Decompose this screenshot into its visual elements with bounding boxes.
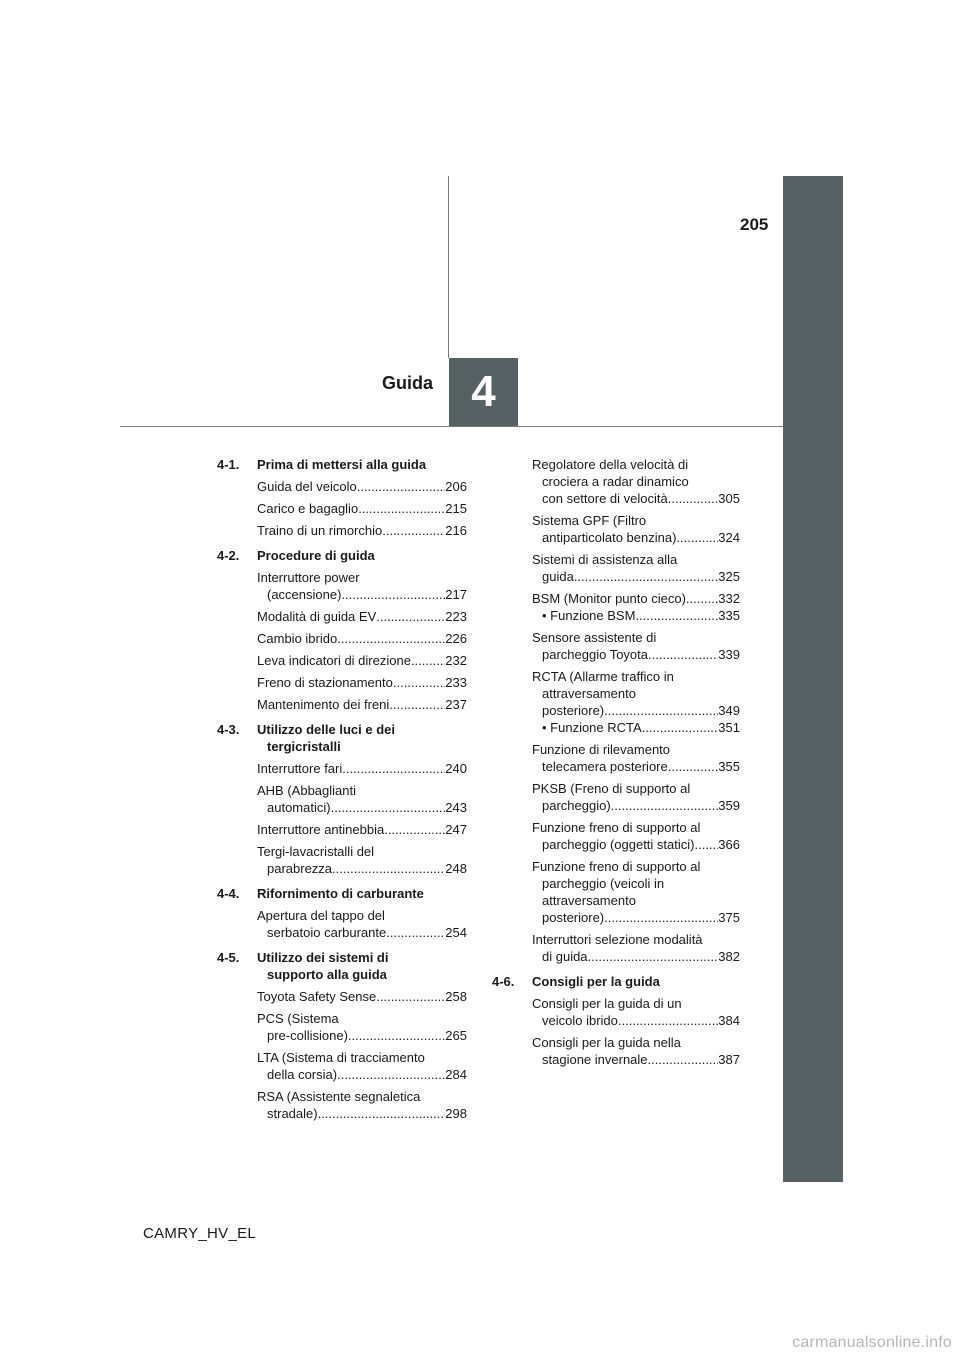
toc-page-ref[interactable]: 387 — [718, 1052, 740, 1067]
toc-entry-text: Leva indicatori di direzione — [257, 653, 411, 668]
toc-dot-leader — [357, 478, 446, 495]
toc-entry-text: serbatoio carburante — [267, 925, 387, 940]
toc-page-ref[interactable]: 298 — [445, 1106, 467, 1121]
toc-page-ref[interactable]: 324 — [718, 530, 740, 545]
toc-entry[interactable] — [217, 674, 467, 691]
toc-entry-line — [257, 478, 467, 495]
toc-entry-line — [257, 1049, 467, 1066]
toc-page-ref[interactable]: 305 — [718, 491, 740, 506]
toc-dot-leader — [384, 821, 445, 838]
toc-entry-line — [532, 1034, 740, 1051]
toc-entry-text: posteriore) — [542, 703, 605, 718]
toc-entry-text: Interruttore antinebbia — [257, 822, 385, 837]
toc-section-number: 4-1. — [217, 457, 240, 472]
toc-section-heading[interactable] — [217, 456, 467, 473]
toc-entry-text: Toyota Safety Sense — [257, 989, 377, 1004]
toc-dot-leader — [382, 522, 445, 539]
toc-entry-line — [532, 892, 740, 909]
toc-entry-line — [257, 630, 467, 647]
toc-entry-text: guida — [542, 569, 574, 584]
toc-entry-text: Traino di un rimorchio — [257, 523, 383, 538]
toc-entry-text: parcheggio Toyota — [542, 647, 649, 662]
toc-entry-line — [532, 948, 740, 965]
toc-page-ref[interactable]: 325 — [718, 569, 740, 584]
toc-entry-text: crociera a radar dinamico — [542, 474, 689, 489]
toc-entry-text: della corsia) — [267, 1067, 338, 1082]
toc-dot-leader — [611, 797, 719, 814]
toc-entry-text: Funzione freno di supporto al — [532, 820, 701, 835]
toc-entry[interactable] — [217, 478, 467, 495]
toc-dot-leader — [642, 719, 719, 736]
toc-entry-text: parcheggio (oggetti statici) — [542, 837, 695, 852]
toc-entry-text: RCTA (Allarme traffico in — [532, 669, 674, 684]
toc-entry[interactable] — [217, 782, 467, 816]
toc-entry-text: Guida del veicolo — [257, 479, 357, 494]
toc-page-ref[interactable]: 254 — [445, 925, 467, 940]
toc-entry[interactable] — [492, 1034, 740, 1068]
toc-dot-leader — [676, 529, 718, 546]
toc-page-ref[interactable]: 226 — [445, 631, 467, 646]
toc-dot-leader — [376, 988, 445, 1005]
toc-entry-text: posteriore) — [542, 910, 605, 925]
toc-entry-line — [257, 586, 467, 603]
toc-dot-leader — [318, 1105, 446, 1122]
toc-entry[interactable] — [217, 907, 467, 941]
toc-dot-leader — [386, 924, 445, 941]
toc-entry-text: stradale) — [267, 1106, 318, 1121]
toc-page-ref[interactable]: 247 — [445, 822, 467, 837]
toc-entry-text: antiparticolato benzina) — [542, 530, 677, 545]
toc-entry[interactable] — [217, 988, 467, 1005]
toc-entry-line — [257, 760, 467, 777]
toc-page-ref[interactable]: 332 — [718, 591, 740, 606]
document-code: CAMRY_HV_EL — [143, 1225, 257, 1242]
toc-entry-line — [532, 819, 740, 836]
toc-entry-line — [532, 685, 740, 702]
toc-entry-text: Funzione di rilevamento — [532, 742, 671, 757]
toc-page-ref[interactable]: 258 — [445, 989, 467, 1004]
toc-entry-line — [532, 590, 740, 607]
toc-entry-text: parabrezza — [267, 861, 333, 876]
toc-entry[interactable] — [217, 1010, 467, 1044]
toc-entry-line — [532, 797, 740, 814]
toc-entry-line — [532, 780, 740, 797]
toc-section-heading[interactable] — [217, 547, 467, 564]
toc-entry-line — [532, 629, 740, 646]
toc-entry-text: Funzione freno di supporto al — [532, 859, 701, 874]
chapter-title: Guida — [381, 373, 433, 393]
toc-entry-line — [257, 696, 467, 713]
toc-page-ref[interactable]: 359 — [718, 798, 740, 813]
toc-dot-leader — [648, 646, 718, 663]
toc-entry-text: AHB (Abbaglianti — [257, 783, 356, 798]
chapter-sidebar-tab — [783, 176, 843, 1182]
toc-section-title — [257, 456, 467, 473]
toc-entry[interactable] — [492, 819, 740, 853]
toc-column-right — [492, 456, 740, 1073]
toc-section-number: 4-2. — [217, 548, 240, 563]
toc-entry[interactable] — [492, 456, 740, 507]
toc-entry-line — [532, 995, 740, 1012]
toc-page-ref[interactable]: 233 — [445, 675, 467, 690]
toc-entry-line — [257, 860, 467, 877]
toc-entry[interactable] — [492, 995, 740, 1029]
toc-section-title — [257, 721, 467, 755]
toc-page-ref[interactable]: 349 — [718, 703, 740, 718]
toc-dot-leader — [604, 909, 718, 926]
toc-entry-line — [532, 1012, 740, 1029]
toc-entry-text: Sistema GPF (Filtro — [532, 513, 647, 528]
toc-entry-text: Interruttore fari — [257, 761, 343, 776]
toc-entry-text: Carico e bagaglio — [257, 501, 359, 516]
toc-entry-line — [257, 821, 467, 838]
toc-entry-line — [532, 456, 740, 473]
chapter-number-box: 4 — [449, 358, 518, 426]
toc-section-title-line: Utilizzo dei sistemi di — [257, 950, 389, 965]
toc-page-ref[interactable]: 206 — [445, 479, 467, 494]
page-number: 205 — [740, 215, 769, 234]
toc-entry-line — [532, 512, 740, 529]
toc-page-ref[interactable]: 335 — [718, 608, 740, 623]
toc-entry-line — [257, 924, 467, 941]
toc-entry-line — [257, 608, 467, 625]
toc-section-title-line: Prima di mettersi alla guida — [257, 457, 427, 472]
toc-entry-text: PKSB (Freno di supporto al — [532, 781, 691, 796]
toc-entry[interactable] — [217, 843, 467, 877]
toc-page-ref[interactable]: 382 — [718, 949, 740, 964]
toc-section-title-line: tergicristalli — [267, 739, 341, 754]
toc-page-ref[interactable]: 232 — [445, 653, 467, 668]
toc-entry-text: LTA (Sistema di tracciamento — [257, 1050, 425, 1065]
toc-entry-text: Freno di stazionamento — [257, 675, 393, 690]
toc-dot-leader — [411, 652, 445, 669]
toc-entry-line — [257, 1088, 467, 1105]
toc-entry-text: • Funzione BSM — [542, 608, 636, 623]
toc-dot-leader — [635, 607, 718, 624]
toc-entry-line — [257, 907, 467, 924]
toc-entry-line — [532, 909, 740, 926]
toc-page-ref[interactable]: 384 — [718, 1013, 740, 1028]
toc-entry[interactable] — [492, 858, 740, 926]
toc-entry-text: Interruttore power — [257, 570, 360, 585]
toc-dot-leader — [358, 500, 445, 517]
toc-entry-text: attraversamento — [542, 893, 636, 908]
toc-section-title — [257, 885, 467, 902]
toc-entry[interactable] — [217, 1088, 467, 1122]
toc-entry[interactable] — [492, 741, 740, 775]
toc-page-ref[interactable]: 217 — [445, 587, 467, 602]
toc-entry-line — [257, 799, 467, 816]
toc-entry-text: automatici) — [267, 800, 331, 815]
toc-section-title-line: Consigli per la guida — [532, 974, 660, 989]
toc-entry[interactable] — [217, 696, 467, 713]
toc-dot-leader — [337, 630, 445, 647]
toc-page-ref[interactable]: 223 — [445, 609, 467, 624]
toc-subentry-line — [532, 607, 740, 624]
toc-section-number: 4-4. — [217, 886, 240, 901]
toc-entry-line — [532, 668, 740, 685]
toc-page-ref[interactable]: 355 — [718, 759, 740, 774]
toc-section-title — [257, 547, 467, 564]
toc-page-ref[interactable]: 243 — [445, 800, 467, 815]
toc-entry[interactable] — [217, 500, 467, 517]
toc-dot-leader — [376, 608, 445, 625]
toc-entry-line — [257, 1105, 467, 1122]
toc-page-ref[interactable]: 216 — [445, 523, 467, 538]
toc-entry-line — [257, 500, 467, 517]
toc-section-title — [532, 973, 740, 990]
toc-entry-text: Mantenimento dei freni — [257, 697, 390, 712]
toc-dot-leader — [332, 860, 445, 877]
toc-dot-leader — [648, 1051, 719, 1068]
toc-dot-leader — [348, 1027, 445, 1044]
toc-entry-text: BSM (Monitor punto cieco) — [532, 591, 686, 606]
toc-entry-text: Cambio ibrido — [257, 631, 338, 646]
toc-dot-leader — [389, 696, 445, 713]
toc-subentry-line — [532, 719, 740, 736]
toc-entry-line — [532, 1051, 740, 1068]
toc-entry[interactable] — [492, 512, 740, 546]
toc-entry-line — [532, 858, 740, 875]
toc-entry-text: telecamera posteriore — [542, 759, 668, 774]
toc-section-number: 4-5. — [217, 950, 240, 965]
toc-section-heading[interactable] — [217, 949, 467, 983]
toc-dot-leader — [331, 799, 446, 816]
toc-page-ref[interactable]: 215 — [445, 501, 467, 516]
header-vertical-rule — [448, 176, 449, 358]
toc-entry-line — [257, 674, 467, 691]
toc-dot-leader — [574, 568, 718, 585]
toc-entry[interactable] — [217, 522, 467, 539]
toc-section-title — [257, 949, 467, 983]
toc-entry-line — [532, 836, 740, 853]
toc-entry-line — [532, 931, 740, 948]
toc-entry[interactable] — [492, 780, 740, 814]
toc-entry[interactable] — [217, 608, 467, 625]
toc-page-ref[interactable]: 240 — [445, 761, 467, 776]
toc-entry-line — [257, 988, 467, 1005]
toc-section-title-line: supporto alla guida — [267, 967, 387, 982]
toc-dot-leader — [668, 758, 719, 775]
toc-entry-text: (accensione) — [267, 587, 342, 602]
toc-entry-line — [532, 875, 740, 892]
toc-entry-text: Tergi-lavacristalli del — [257, 844, 375, 859]
toc-entry-line — [257, 1010, 467, 1027]
toc-section-title-line: Rifornimento di carburante — [257, 886, 424, 901]
toc-entry-line — [257, 1066, 467, 1083]
toc-entry-text: Apertura del tappo del — [257, 908, 385, 923]
toc-page-ref[interactable]: 339 — [718, 647, 740, 662]
toc-entry-text: Consigli per la guida nella — [532, 1035, 681, 1050]
toc-entry-text: Modalità di guida EV — [257, 609, 377, 624]
toc-section-heading[interactable] — [492, 973, 740, 990]
toc-section-heading[interactable] — [217, 885, 467, 902]
toc-dot-leader — [588, 948, 719, 965]
toc-entry-text: pre-collisione) — [267, 1028, 348, 1043]
toc-section-number: 4-6. — [492, 974, 515, 989]
toc-dot-leader — [337, 1066, 445, 1083]
toc-page-ref[interactable]: 284 — [445, 1067, 467, 1082]
toc-entry-line — [532, 568, 740, 585]
toc-entry-text: di guida — [542, 949, 588, 964]
toc-dot-leader — [342, 760, 445, 777]
toc-section-title-line: Procedure di guida — [257, 548, 375, 563]
toc-dot-leader — [694, 836, 718, 853]
toc-page-ref[interactable]: 366 — [718, 837, 740, 852]
toc-page-ref[interactable]: 237 — [445, 697, 467, 712]
toc-entry-line — [257, 843, 467, 860]
toc-entry-text: • Funzione RCTA — [542, 720, 642, 735]
toc-entry-text: stagione invernale — [542, 1052, 648, 1067]
toc-dot-leader — [686, 590, 718, 607]
toc-section-title-line: Utilizzo delle luci e dei — [257, 722, 395, 737]
toc-entry[interactable] — [492, 551, 740, 585]
toc-entry-line — [257, 782, 467, 799]
toc-entry-text: RSA (Assistente segnaletica — [257, 1089, 421, 1104]
toc-entry-line — [532, 473, 740, 490]
toc-section-heading[interactable] — [217, 721, 467, 755]
toc-entry[interactable] — [217, 569, 467, 603]
toc-entry-text: attraversamento — [542, 686, 636, 701]
toc-entry[interactable] — [492, 590, 740, 624]
toc-entry[interactable] — [492, 668, 740, 736]
toc-entry[interactable] — [217, 652, 467, 669]
toc-entry-line — [532, 490, 740, 507]
toc-section-number: 4-3. — [217, 722, 240, 737]
toc-entry-line — [532, 702, 740, 719]
header-horizontal-rule — [120, 426, 783, 427]
toc-dot-leader — [618, 1012, 718, 1029]
toc-entry-text: PCS (Sistema — [257, 1011, 339, 1026]
toc-entry-text: Regolatore della velocità di — [532, 457, 689, 472]
toc-entry-text: Sistemi di assistenza alla — [532, 552, 678, 567]
toc-entry-line — [532, 646, 740, 663]
toc-entry[interactable] — [217, 821, 467, 838]
toc-entry[interactable] — [217, 760, 467, 777]
toc-entry-text: Sensore assistente di — [532, 630, 657, 645]
toc-page-ref[interactable]: 248 — [445, 861, 467, 876]
toc-column-left — [217, 456, 467, 1127]
toc-dot-leader — [341, 586, 445, 603]
toc-dot-leader — [604, 702, 718, 719]
toc-entry-line — [532, 529, 740, 546]
toc-entry-text: Consigli per la guida di un — [532, 996, 682, 1011]
toc-entry-text: parcheggio (veicoli in — [542, 876, 665, 891]
toc-entry-text: Interruttori selezione modalità — [532, 932, 703, 947]
toc-entry-text: parcheggio) — [542, 798, 611, 813]
toc-entry-line — [532, 758, 740, 775]
toc-page-ref[interactable]: 351 — [718, 720, 740, 735]
toc-entry[interactable] — [492, 931, 740, 965]
toc-dot-leader — [393, 674, 445, 691]
toc-entry[interactable] — [492, 629, 740, 663]
toc-entry-line — [532, 551, 740, 568]
toc-entry-text: con settore di velocità — [542, 491, 668, 506]
toc-entry-line — [257, 1027, 467, 1044]
toc-entry-text: veicolo ibrido — [542, 1013, 618, 1028]
toc-entry[interactable] — [217, 1049, 467, 1083]
toc-entry[interactable] — [217, 630, 467, 647]
toc-entry-line — [257, 569, 467, 586]
toc-entry-line — [257, 522, 467, 539]
toc-entry-line — [532, 741, 740, 758]
toc-page-ref[interactable]: 265 — [445, 1028, 467, 1043]
toc-entry-line — [257, 652, 467, 669]
toc-page-ref[interactable]: 375 — [718, 910, 740, 925]
watermark: carmanualsonline.info — [792, 1334, 952, 1351]
toc-dot-leader — [668, 490, 719, 507]
